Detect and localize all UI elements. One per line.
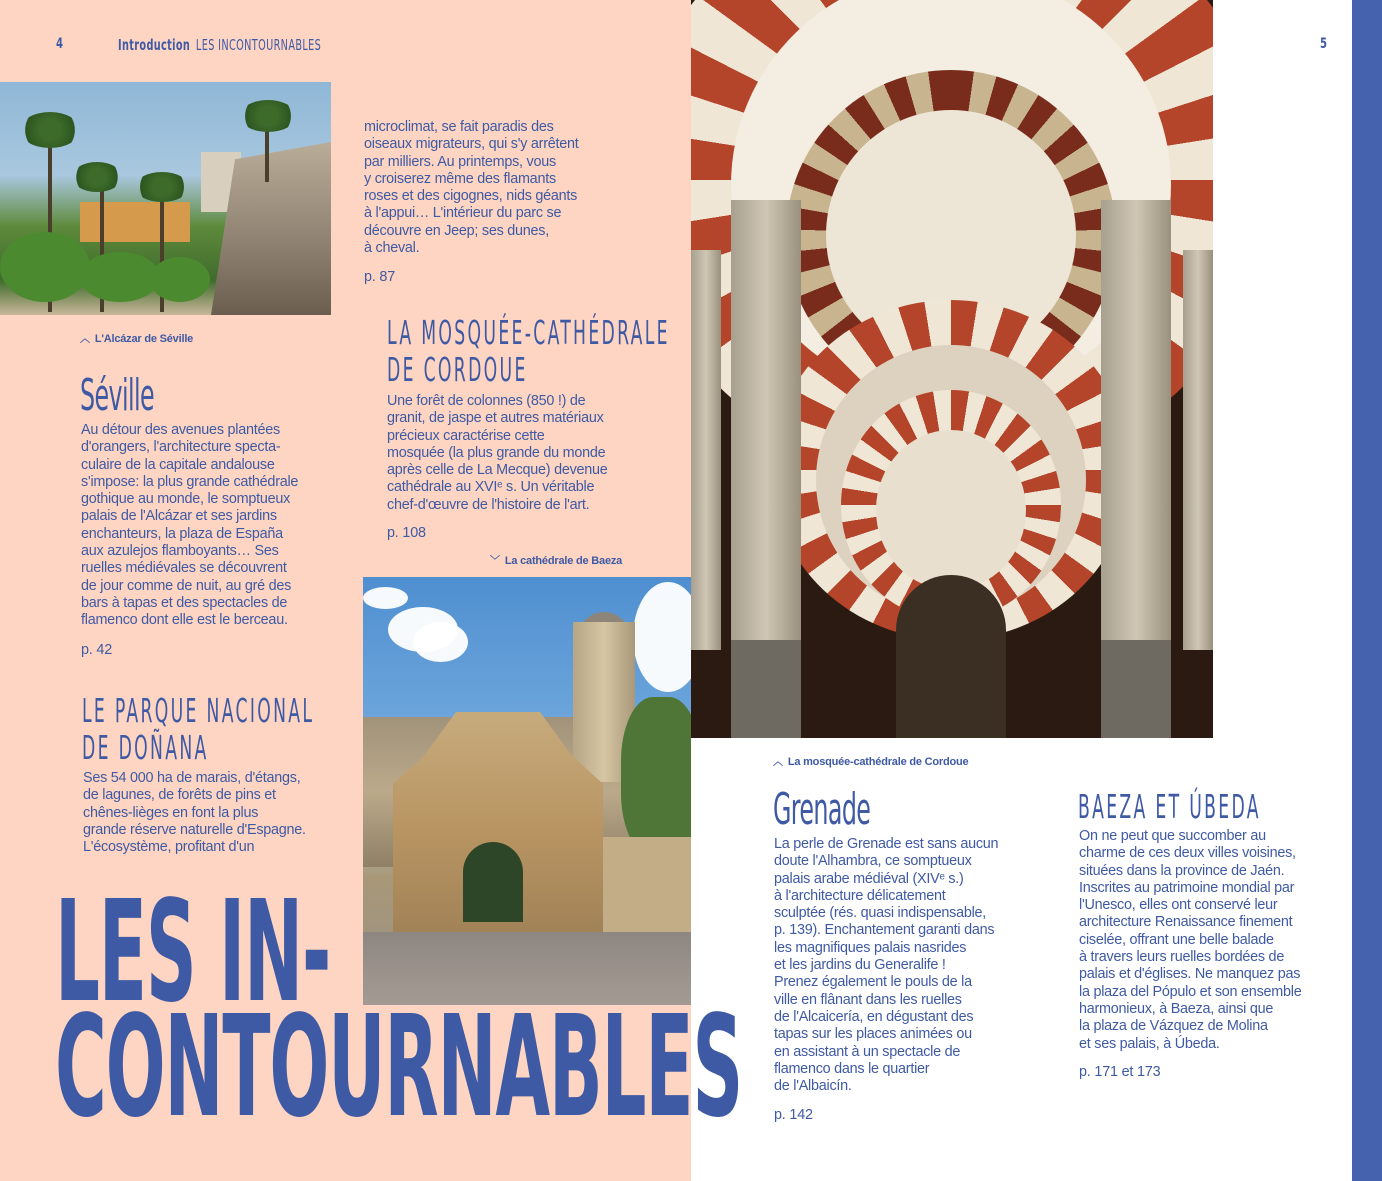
- running-head-chapter: LES INCONTOURNABLES: [195, 36, 322, 54]
- chevron-up-icon: ︿: [80, 334, 90, 345]
- running-head-section: Introduction: [118, 36, 191, 54]
- cordoue-page-ref: p. 108: [387, 525, 426, 541]
- baeza-ubeda-page-ref: p. 171 et 173: [1079, 1064, 1161, 1080]
- chapter-edge-tab: [1352, 0, 1382, 1181]
- seville-body: Au détour des avenues plantées d'orangers, l'architecture specta- culaire de la capitale andalouse s'impose: la plus grande cathédrale gothique au monde, le somptueux palais de l'Alcázar et ses jardins enchanteurs, la plaza de España aux azulejos flamboyants… Ses ruelles médiévales se découvrent de jour comme de nuit, au gré des bars à tapas et des spectacles de flamenco dont elle est le berceau.: [81, 422, 299, 629]
- cordoue-mosque-photo: [691, 0, 1213, 738]
- cordoue-body: Une forêt de colonnes (850 !) de granit, de jaspe et autres matériaux précieux caractérise cette mosquée (la plus grande du monde après celle de La Mecque) devenue cathédrale au XVIᵉ s. Un véritable chef-d'œuvre de l'histoire de l'art.: [387, 393, 608, 513]
- cordoue-caption: ︿ La mosquée-cathédrale de Cordoue: [773, 753, 968, 768]
- baeza-ubeda-body: On ne peut que succomber au charme de ces deux villes voisines, situées dans la province de Jaén. Inscrites au patrimoine mondial par l'Unesco, elles ont conservé leur architecture Renaissance finement ciselée, offrant une belle balade à travers leurs ruelles bordées de palais et d'églises. Ne manquez pas la plaza del Pópulo et son ensemble harmonieux, à Baeza, ainsi que la plaza de Vázquez de Molina et ses palais, à Úbeda.: [1079, 828, 1302, 1052]
- donana-body: Ses 54 000 ha de marais, d'étangs, de lagunes, de forêts de pins et chênes-lièges en font la plus grande réserve naturelle d'Espagne. L'écosystème, profitant d'un: [83, 770, 306, 856]
- baeza-ubeda-title: BAEZA ET ÚBEDA: [1078, 787, 1261, 826]
- donana-title: LE PARQUE NACIONAL DE DOÑANA: [82, 691, 315, 767]
- seville-page-ref: p. 42: [81, 642, 113, 658]
- grenade-title: Grenade: [773, 784, 871, 835]
- running-head: [118, 36, 321, 54]
- chevron-down-icon: ﹀: [490, 556, 500, 567]
- grenade-page-ref: p. 142: [774, 1107, 813, 1123]
- right-page-number: 5: [1320, 36, 1328, 52]
- cordoue-title: LA MOSQUÉE-CATHÉDRALE DE CORDOUE: [387, 313, 670, 389]
- baeza-caption: ﹀ La cathédrale de Baeza: [490, 552, 622, 567]
- chapter-title: LES IN- CONTOURNABLES: [55, 871, 743, 1149]
- alcazar-caption: ︿ L'Alcázar de Séville: [80, 330, 193, 345]
- grenade-body: La perle de Grenade est sans aucun doute l'Alhambra, ce somptueux palais arabe médiéval (XIVᵉ s.) à l'architecture délicatement sculptée (rés. quasi indispensable, p. 139). Enchantement garanti dans les magnifiques palais nasrides et les jardins du Generalife ! Prenez également le pouls de la ville en flânant dans les ruelles de l'Alcaicería, en dégustant des tapas sur les places animées ou en assistant à un spectacle de flamenco dans le quartier de l'Albaicín.: [774, 836, 999, 1095]
- chevron-up-icon: ︿: [773, 757, 783, 768]
- seville-title: Séville: [80, 370, 154, 421]
- alcazar-seville-photo: [0, 82, 331, 315]
- donana-body-continued: microclimat, se fait paradis des oiseaux migrateurs, qui s'y arrêtent par milliers. Au printemps, vous y croiserez même des flamants roses et des cigognes, nids géants à l'appui… L'intérieur du parc se découvre en Jeep; ses dunes, à cheval.: [364, 119, 579, 257]
- donana-page-ref: p. 87: [364, 269, 396, 285]
- left-page-number: 4: [56, 36, 64, 52]
